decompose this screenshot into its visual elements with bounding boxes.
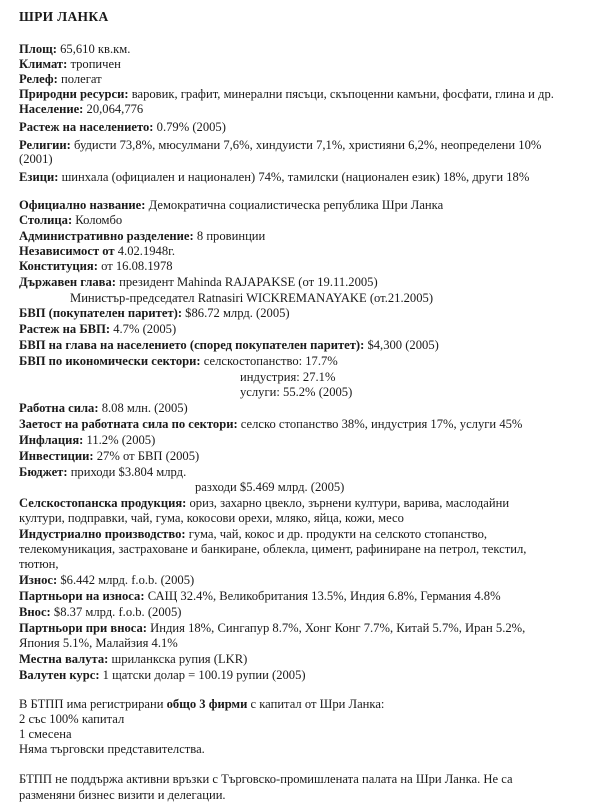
row-import-partners-cont: Япония 5.1%, Малайзия 4.1%: [19, 636, 178, 650]
row-exchange-rate: Валутен курс: 1 щатски долар = 100.19 рупии (2005): [19, 668, 306, 682]
row-export: Износ: $6.442 млрд. f.o.b. (2005): [19, 573, 195, 587]
row-currency: Местна валута: шриланкска рупия (LKR): [19, 652, 248, 666]
row-gdp-growth: Растеж на БВП: 4.7% (2005): [19, 322, 177, 336]
page-title: ШРИ ЛАНКА: [19, 9, 109, 24]
row-languages: Езици: шинхала (официален и национален) 74%, тамилски (национален език) 18%, други 18%: [19, 170, 530, 184]
footer-line-2: разменяни бизнес визити и делегации.: [19, 788, 226, 802]
row-gdp-sectors: БВП по икономически сектори: селскостопанство: 17.7%: [19, 354, 338, 368]
row-resources: Природни ресурси: варовик, графит, минерални пясъци, скъпоценни камъни, фосфати, глина и др.: [19, 87, 554, 101]
row-official-name: Официално название: Демократична социалистическа република Шри Ланка: [19, 198, 444, 212]
row-constitution: Конституция: от 16.08.1978: [19, 259, 173, 273]
row-industry: Индустриално производство: гума, чай, кокос и др. продукти на селското стопанство,: [19, 527, 488, 541]
row-admin-division: Административно разделение: 8 провинции: [19, 229, 266, 243]
row-climate: Климат: тропичен: [19, 57, 121, 71]
row-agri-products-cont: култури, подправки, чай, гума, кокосови орехи, мляко, яйца, кожи, месо: [19, 511, 404, 525]
row-budget-expenses: разходи $5.469 млрд. (2005): [195, 480, 345, 494]
row-gdp-ppp: БВП (покупателен паритет): $86.72 млрд. (2005): [19, 306, 290, 320]
bttp-line-2: 1 смесена: [19, 727, 72, 741]
row-population: Население: 20,064,776: [19, 102, 144, 116]
row-industry-cont2: тютюн,: [19, 557, 59, 571]
row-agri-products: Селскостопанска продукция: ориз, захарно цвекло, зърнени култури, варива, маслодайни: [19, 496, 510, 510]
row-independence: Независимост от 4.02.1948г.: [19, 244, 176, 258]
bttp-line-3: Няма търговски представителства.: [19, 742, 205, 756]
row-head-of-state: Държавен глава: президент Mahinda RAJAPAKSE (от 19.11.2005): [19, 275, 378, 289]
row-industry-cont: телекомуникация, застраховане и банкиране, облекла, цимент, рафиниране на петрол, текстил,: [19, 542, 527, 556]
row-export-partners: Партньори на износа: САЩ 32.4%, Великобритания 13.5%, Индия 6.8%, Германия 4.8%: [19, 589, 501, 603]
row-investment: Инвестиции: 27% от БВП (2005): [19, 449, 200, 463]
row-capital: Столица: Коломбо: [19, 213, 123, 227]
row-prime-minister: Министър-председател Ratnasiri WICKREMANAYAKE (от.21.2005): [70, 291, 434, 305]
row-import: Внос: $8.37 млрд. f.o.b. (2005): [19, 605, 182, 619]
bttp-line-1: 2 със 100% капитал: [19, 712, 125, 726]
row-import-partners: Партньори при вноса: Индия 18%, Сингапур 8.7%, Хонг Конг 7.7%, Китай 5.7%, Иран 5.2%,: [19, 621, 526, 635]
row-gdp-services: услуги: 55.2% (2005): [240, 385, 353, 399]
row-population-growth: Растеж на населението: 0.79% (2005): [19, 120, 226, 134]
row-relief: Релеф: полегат: [19, 72, 102, 86]
row-religions-cont: (2001): [19, 152, 53, 166]
row-religions: Религии: будисти 73,8%, мюсулмани 7,6%, хиндуисти 7,1%, християни 6,2%, неопределени 10%: [19, 138, 542, 152]
row-labor-force: Работна сила: 8.08 млн. (2005): [19, 401, 188, 415]
row-inflation: Инфлация: 11.2% (2005): [19, 433, 156, 447]
row-gdp-per-capita: БВП на глава на населението (според покупателен паритет): $4,300 (2005): [19, 338, 439, 352]
row-employment-sectors: Заетост на работната сила по сектори: селско стопанство 38%, индустрия 17%, услуги 45%: [19, 417, 523, 431]
footer-line-1: БТПП не поддържа активни връзки с Търговско-промишлената палата на Шри Ланка. Не са: [19, 772, 513, 786]
bttp-statement: В БТПП има регистрирани общо 3 фирми с капитал от Шри Ланка:: [19, 697, 385, 711]
row-gdp-industry: индустрия: 27.1%: [240, 370, 336, 384]
row-area: Площ: 65,610 кв.км.: [19, 42, 131, 56]
row-budget: Бюджет: приходи $3.804 млрд.: [19, 465, 187, 479]
